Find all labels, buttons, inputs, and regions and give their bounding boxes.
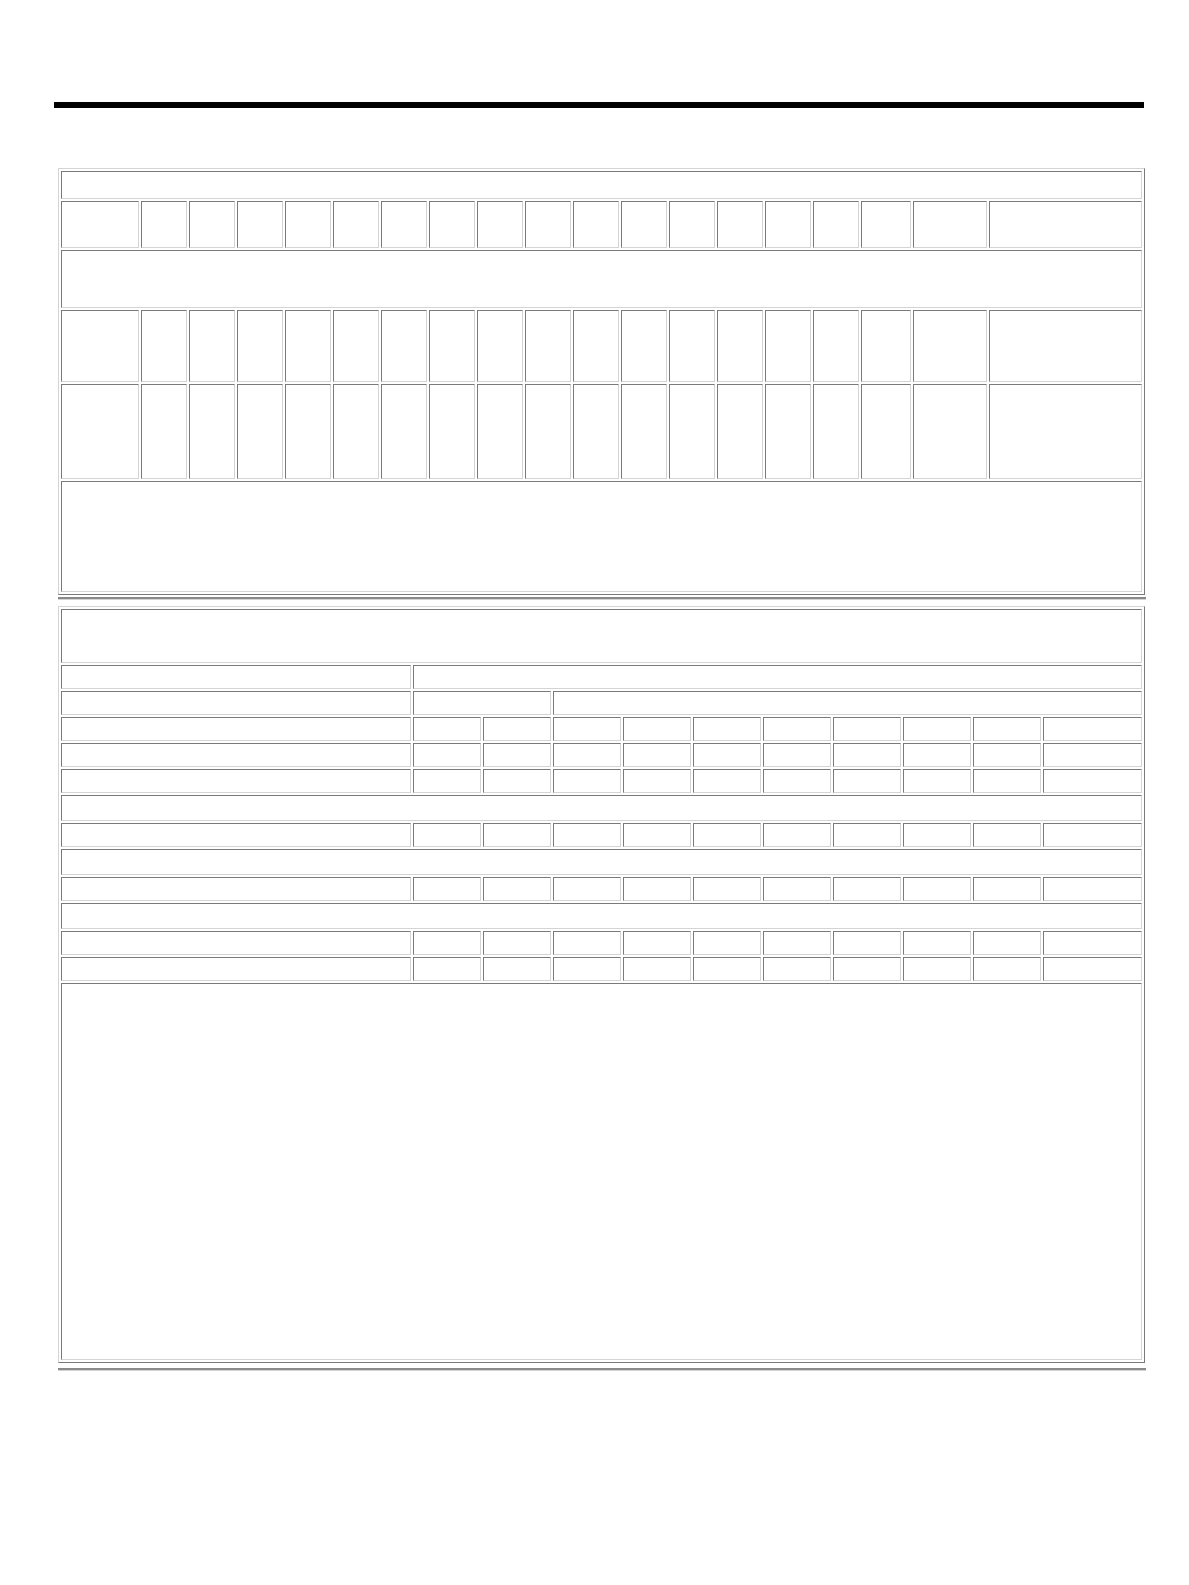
column-header [973, 717, 1041, 741]
table-1-header-row [61, 201, 1142, 248]
table-1-header-cell [429, 201, 475, 248]
table-cell [477, 310, 523, 382]
table-cell [141, 384, 187, 479]
data-table-1 [58, 168, 1145, 595]
table-1-header-cell [621, 201, 667, 248]
table-cell [973, 823, 1041, 847]
table-cell [381, 310, 427, 382]
table-2-subgroup-header [413, 691, 551, 715]
table-cell [861, 384, 911, 479]
table-cell [833, 957, 901, 981]
table-cell [573, 310, 619, 382]
table-1-header-cell [573, 201, 619, 248]
table-cell [553, 877, 621, 901]
table-cell [903, 957, 971, 981]
table-cell [623, 877, 691, 901]
table-cell [989, 384, 1142, 479]
table-1-header-cell [189, 201, 235, 248]
table-row [61, 823, 1142, 847]
table-cell [553, 769, 621, 793]
table-cell [413, 877, 481, 901]
table-cell [765, 310, 811, 382]
table-cell [813, 384, 859, 479]
table-cell [141, 310, 187, 382]
table-cell [693, 877, 761, 901]
table-2-group-header [413, 665, 1142, 689]
table-cell [1043, 931, 1142, 955]
header-rule [54, 102, 1144, 108]
table-2-subgroup-header [553, 691, 1142, 715]
table-cell [903, 877, 971, 901]
table-cell [525, 310, 571, 382]
table-cell [813, 310, 859, 382]
table-row [61, 384, 1142, 479]
row-label [61, 769, 411, 793]
table-cell [483, 823, 551, 847]
table-2-section-heading [61, 795, 1142, 821]
table-cell [553, 743, 621, 767]
column-header [763, 717, 831, 741]
table-cell [833, 769, 901, 793]
table-row [61, 957, 1142, 981]
table-2-title [61, 609, 1142, 663]
table-cell [1043, 957, 1142, 981]
data-table-2 [58, 606, 1145, 1363]
table-1-header-cell [381, 201, 427, 248]
table-cell [833, 877, 901, 901]
table-cell [693, 823, 761, 847]
table-cell [763, 957, 831, 981]
table-row [61, 769, 1142, 793]
table-cell [483, 769, 551, 793]
table-cell [237, 310, 283, 382]
section-divider [58, 597, 1146, 600]
table-cell [763, 769, 831, 793]
table-cell [525, 384, 571, 479]
table-cell [333, 384, 379, 479]
column-header [413, 717, 481, 741]
table-cell [1043, 823, 1142, 847]
table-1-header-cell [333, 201, 379, 248]
table-cell [1043, 743, 1142, 767]
table-cell [763, 931, 831, 955]
table-1-section-heading [61, 250, 1142, 308]
table-cell [413, 769, 481, 793]
column-header [553, 717, 621, 741]
table-cell [429, 384, 475, 479]
column-header [833, 717, 901, 741]
table-1-header-cell [285, 201, 331, 248]
table-cell [553, 823, 621, 847]
table-cell [285, 384, 331, 479]
table-cell [623, 769, 691, 793]
row-label [61, 931, 411, 955]
table-cell [621, 384, 667, 479]
table-2-subgroup-header [61, 691, 411, 715]
table-cell [189, 310, 235, 382]
table-cell [413, 743, 481, 767]
table-cell [413, 823, 481, 847]
table-cell [693, 931, 761, 955]
table-cell [763, 877, 831, 901]
table-cell [717, 384, 763, 479]
table-cell [693, 957, 761, 981]
table-cell [483, 957, 551, 981]
table-2-column-headers [61, 717, 1142, 741]
row-label [61, 877, 411, 901]
table-2-section-heading [61, 849, 1142, 875]
table-cell [693, 743, 761, 767]
table-row [61, 931, 1142, 955]
table-cell [669, 310, 715, 382]
table-cell [973, 877, 1041, 901]
table-cell [285, 310, 331, 382]
table-cell [413, 931, 481, 955]
table-cell [717, 310, 763, 382]
table-cell [973, 931, 1041, 955]
table-cell [553, 957, 621, 981]
table-2-group-header [61, 665, 411, 689]
table-cell [763, 823, 831, 847]
table-cell [833, 743, 901, 767]
table-cell [623, 931, 691, 955]
section-divider [58, 1368, 1146, 1371]
table-cell [913, 310, 987, 382]
column-header [623, 717, 691, 741]
table-1-header-cell [913, 201, 987, 248]
table-1-header-cell [525, 201, 571, 248]
table-cell [333, 310, 379, 382]
table-cell [833, 931, 901, 955]
table-cell [483, 743, 551, 767]
table-cell [413, 957, 481, 981]
table-cell [861, 310, 911, 382]
table-cell [693, 769, 761, 793]
table-cell [237, 384, 283, 479]
table-cell [973, 769, 1041, 793]
table-cell [903, 769, 971, 793]
table-cell [973, 957, 1041, 981]
column-header [1043, 717, 1142, 741]
table-cell [763, 743, 831, 767]
table-row [61, 877, 1142, 901]
table-row [61, 310, 1142, 382]
table-cell [903, 743, 971, 767]
table-cell [483, 931, 551, 955]
table-2-footnote [61, 983, 1142, 1360]
table-1-header-cell [61, 201, 139, 248]
table-1-header-cell [477, 201, 523, 248]
table-cell [483, 877, 551, 901]
table-cell [903, 823, 971, 847]
table-cell [477, 384, 523, 479]
table-1-title [61, 171, 1142, 199]
table-1-header-cell [717, 201, 763, 248]
table-1-header-cell [861, 201, 911, 248]
table-cell [973, 743, 1041, 767]
table-cell [623, 823, 691, 847]
table-cell [623, 957, 691, 981]
table-cell [989, 310, 1142, 382]
table-1-header-cell [989, 201, 1142, 248]
table-cell [381, 384, 427, 479]
table-cell [61, 310, 139, 382]
table-cell [1043, 769, 1142, 793]
table-cell [669, 384, 715, 479]
table-1-header-cell [669, 201, 715, 248]
table-1-footnote [61, 481, 1142, 592]
table-cell [573, 384, 619, 479]
table-1-header-cell [813, 201, 859, 248]
table-cell [429, 310, 475, 382]
table-cell [913, 384, 987, 479]
table-cell [623, 743, 691, 767]
table-cell [1043, 877, 1142, 901]
table-1-header-cell [237, 201, 283, 248]
column-header [903, 717, 971, 741]
row-label [61, 957, 411, 981]
table-1-header-cell [765, 201, 811, 248]
column-header [483, 717, 551, 741]
table-cell [61, 384, 139, 479]
table-1-header-cell [141, 201, 187, 248]
column-header [693, 717, 761, 741]
table-cell [189, 384, 235, 479]
table-2-section-heading [61, 903, 1142, 929]
table-cell [903, 931, 971, 955]
table-cell [765, 384, 811, 479]
table-cell [621, 310, 667, 382]
row-label [61, 823, 411, 847]
row-label [61, 743, 411, 767]
table-cell [833, 823, 901, 847]
table-cell [553, 931, 621, 955]
column-header [61, 717, 411, 741]
table-row [61, 743, 1142, 767]
